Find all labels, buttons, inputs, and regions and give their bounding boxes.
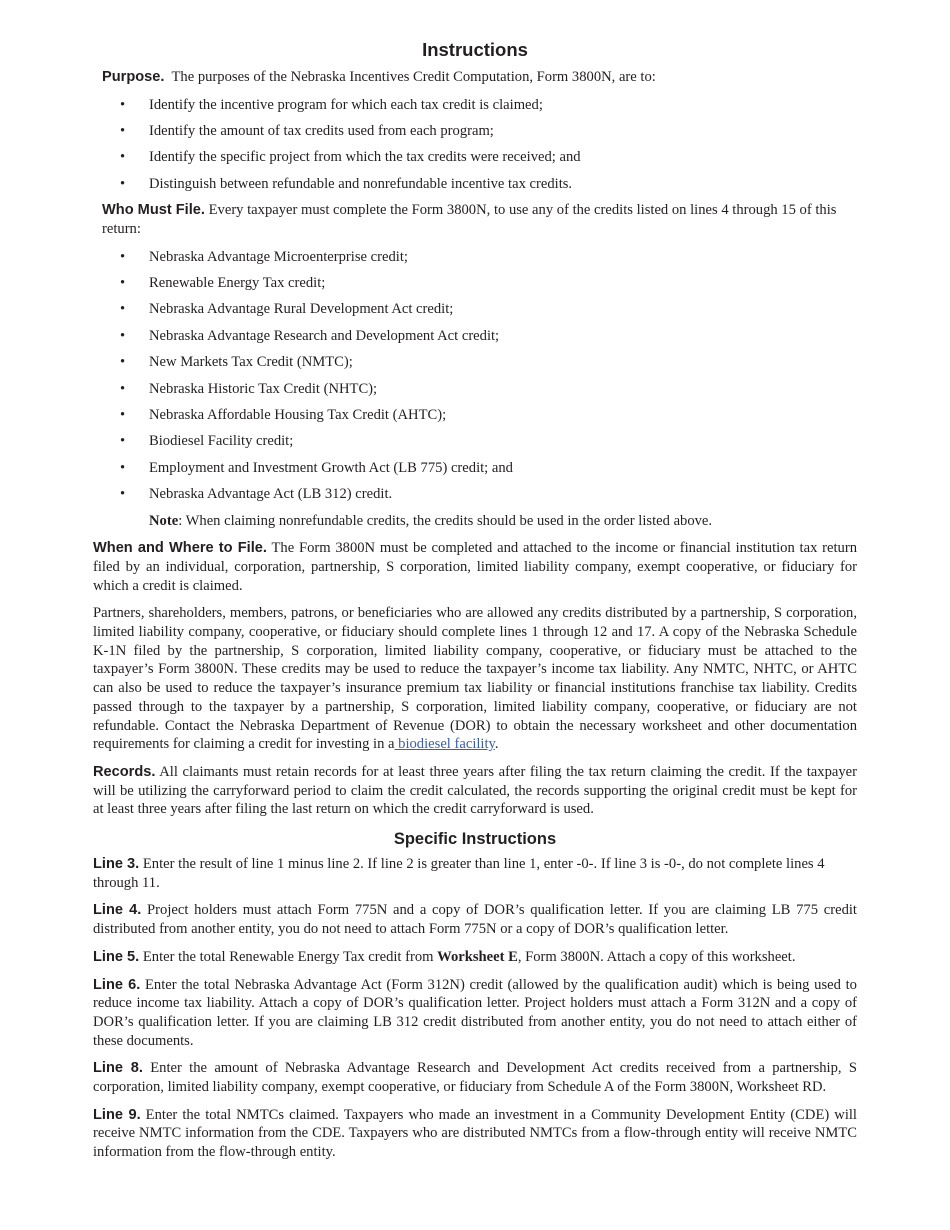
list-item: • Nebraska Advantage Research and Development Act credit; xyxy=(120,327,500,344)
line-3-heading: Line 3. xyxy=(93,856,140,873)
who-must-file-text: Every taxpayer must complete the Form 3800N, to use any of the credits listed on lines 4 through 15 of this return: xyxy=(102,202,837,237)
line-3-paragraph: Line 3. Enter the result of line 1 minus line 2. If line 2 is greater than line 1, enter -0-. If line 3 is -0-, do not complete lines 4 through 11. xyxy=(93,856,825,891)
line-8-paragraph: Line 8. Enter the amount of Nebraska Advantage Research and Development Act credits received from a partnership, S corporation, limited liability company, exempt cooperative, or fiduciary from Schedule A of the Form 3800N, Worksheet RD. xyxy=(93,1060,857,1096)
line-4-paragraph: Line 4. Project holders must attach Form 775N and a copy of DOR’s qualification letter. If you are claiming LB 775 credit distributed from another entity, you do not need to attach Form 775N or a copy of DOR’s qualification letter. xyxy=(93,902,857,938)
list-item: • Distinguish between refundable and nonrefundable incentive tax credits. xyxy=(120,175,573,192)
note-text: : When claiming nonrefundable credits, the credits should be used in the order listed above. xyxy=(178,512,713,529)
list-item: • Identify the incentive program for which each tax credit is claimed; xyxy=(120,96,543,113)
line-9-paragraph: Line 9. Enter the total NMTCs claimed. Taxpayers who made an investment in a Community Development Entity (CDE) will receive NMTC information from the CDE. Taxpayers who are distributed NMTCs from a flow-through entity will receive NMTC information from the flow-through entity. xyxy=(93,1106,857,1161)
bullet-icon: • xyxy=(120,407,126,424)
bullet-icon: • xyxy=(120,123,126,140)
bullet-icon: • xyxy=(120,486,126,503)
purpose-paragraph xyxy=(93,68,857,87)
partners-paragraph: Partners, shareholders, members, patrons, or beneficiaries who are allowed any credits distributed by a partnership, S corporation, limited liability company, cooperative, or fiduciary should complete lines 1 through 12 and 17. A copy of the Nebraska Schedule K-1N filed by the partnership, S corporation, limited liability company, cooperative, or fiduciary must be attached to the taxpayer’s Form 3800N. These credits may be used to reduce the taxpayer’s income tax liability. Any NMTC, NHTC, or AHTC can also be used to reduce the taxpayer’s insurance premium tax liability or financial institutions franchise tax liability. Credits passed through to the taxpayer by a partnership, S corporation, limited liability company, cooperative, or fiduciary are not refundable. Contact the Nebraska Department of Revenue (DOR) to obtain the necessary worksheet and other documentation requirements for claiming a credit for investing in a biodiesel facility. xyxy=(93,605,857,753)
purpose-heading: Purpose. xyxy=(102,69,165,85)
list-item: • Identify the specific project from which the tax credits were received; and xyxy=(120,149,581,166)
list-item: • Nebraska Historic Tax Credit (NHTC); xyxy=(120,380,378,397)
records-heading: Records. xyxy=(93,763,156,780)
bullet-icon: • xyxy=(120,327,126,344)
when-where-heading: When and Where to File. xyxy=(93,540,267,557)
list-item: • Renewable Energy Tax credit; xyxy=(120,275,326,292)
list-item: • Nebraska Advantage Rural Development Act credit; xyxy=(120,301,454,318)
line-4-heading: Line 4. xyxy=(93,902,142,919)
when-where-paragraph xyxy=(93,539,857,595)
list-item: • Nebraska Advantage Microenterprise credit; xyxy=(120,248,408,265)
bullet-icon: • xyxy=(120,433,126,450)
bullet-icon: • xyxy=(120,301,126,318)
line-9-heading: Line 9. xyxy=(93,1106,141,1123)
line-6-paragraph: Line 6. Enter the total Nebraska Advantage Act (Form 312N) credit (allowed by the qualification audit) which is being used to reduce income tax liability. Attach a copy of DOR’s qualification letter. Project holders must attach a Form 312N and a copy of DOR’s qualification letter. If you are claiming LB 312 credit distributed from another entity, you do not need to attach either of these documents. xyxy=(93,976,857,1049)
note-label: Note xyxy=(149,512,179,529)
partners-text: Partners, shareholders, members, patrons, or beneficiaries who are allowed any credits distributed by a partnership, S corporation, limited liability company, cooperative, or fiduciary should complete lines 1 through 12 and 17. A copy of the Nebraska Schedule K-1N filed by the partnership, S corporation, limited liability company, cooperative, or fiduciary must be attached to the taxpayer’s Form 3800N. These credits may be used to reduce the taxpayer’s income tax liability. Any NMTC, NHTC, or AHTC can also be used to reduce the taxpayer’s insurance premium tax liability or financial institutions franchise tax liability. Credits passed through to the taxpayer by a partnership, S corporation, limited liability company, cooperative, or fiduciary are not refundable. Contact the Nebraska Department of Revenue (DOR) to obtain the necessary worksheet and other documentation requirements for claiming a credit for investing in a xyxy=(93,605,857,753)
worksheet-e-label: Worksheet E xyxy=(437,948,518,965)
bullet-icon: • xyxy=(120,459,126,476)
credits-list xyxy=(93,248,857,504)
who-must-file-paragraph xyxy=(93,201,857,238)
bullet-icon: • xyxy=(120,354,126,371)
bullet-icon: • xyxy=(120,248,126,265)
line-5-heading: Line 5. xyxy=(93,948,140,965)
records-paragraph xyxy=(93,763,857,819)
purpose-text: The purposes of the Nebraska Incentives Credit Computation, Form 3800N, are to: xyxy=(171,69,656,85)
list-item: • New Markets Tax Credit (NMTC); xyxy=(120,354,353,371)
line-6-heading: Line 6. xyxy=(93,976,141,993)
instructions-page xyxy=(93,38,857,1171)
specific-instructions-title: Specific Instructions xyxy=(393,830,557,849)
list-item: • Identify the amount of tax credits used from each program; xyxy=(120,123,494,140)
bullet-icon: • xyxy=(120,380,126,397)
list-item: • Nebraska Advantage Act (LB 312) credit. xyxy=(120,486,393,503)
records-text: All claimants must retain records for at least three years after filing the tax return claiming the credit. If the taxpayer will be utilizing the carryforward period to claim the credit calculated, the records supporting the original credit must be kept for at least three years after filing the last return on which the credit carryforward is used. xyxy=(93,763,857,818)
biodiesel-facility-link[interactable]: biodiesel facility xyxy=(394,736,495,753)
line-8-heading: Line 8. xyxy=(93,1060,143,1077)
page-title: Instructions xyxy=(422,39,528,60)
who-must-file-heading: Who Must File. xyxy=(102,202,205,219)
bullet-icon: • xyxy=(120,275,126,292)
note-paragraph xyxy=(93,512,857,531)
line-5-paragraph: Line 5. Enter the total Renewable Energy Tax credit from Worksheet E, Form 3800N. Attach a copy of this worksheet. xyxy=(93,948,796,965)
bullet-icon: • xyxy=(120,96,126,113)
list-item: • Employment and Investment Growth Act (LB 775) credit; and xyxy=(120,459,513,476)
list-item: • Nebraska Affordable Housing Tax Credit (AHTC); xyxy=(120,407,447,424)
when-where-text: The Form 3800N must be completed and attached to the income or financial institution tax return filed by an individual, corporation, partnership, S corporation, limited liability company, exempt cooperative, or fiduciary for which a credit is claimed. xyxy=(93,540,857,594)
purpose-list xyxy=(93,96,857,194)
bullet-icon: • xyxy=(120,175,126,192)
bullet-icon: • xyxy=(120,149,126,166)
list-item: • Biodiesel Facility credit; xyxy=(120,433,294,450)
